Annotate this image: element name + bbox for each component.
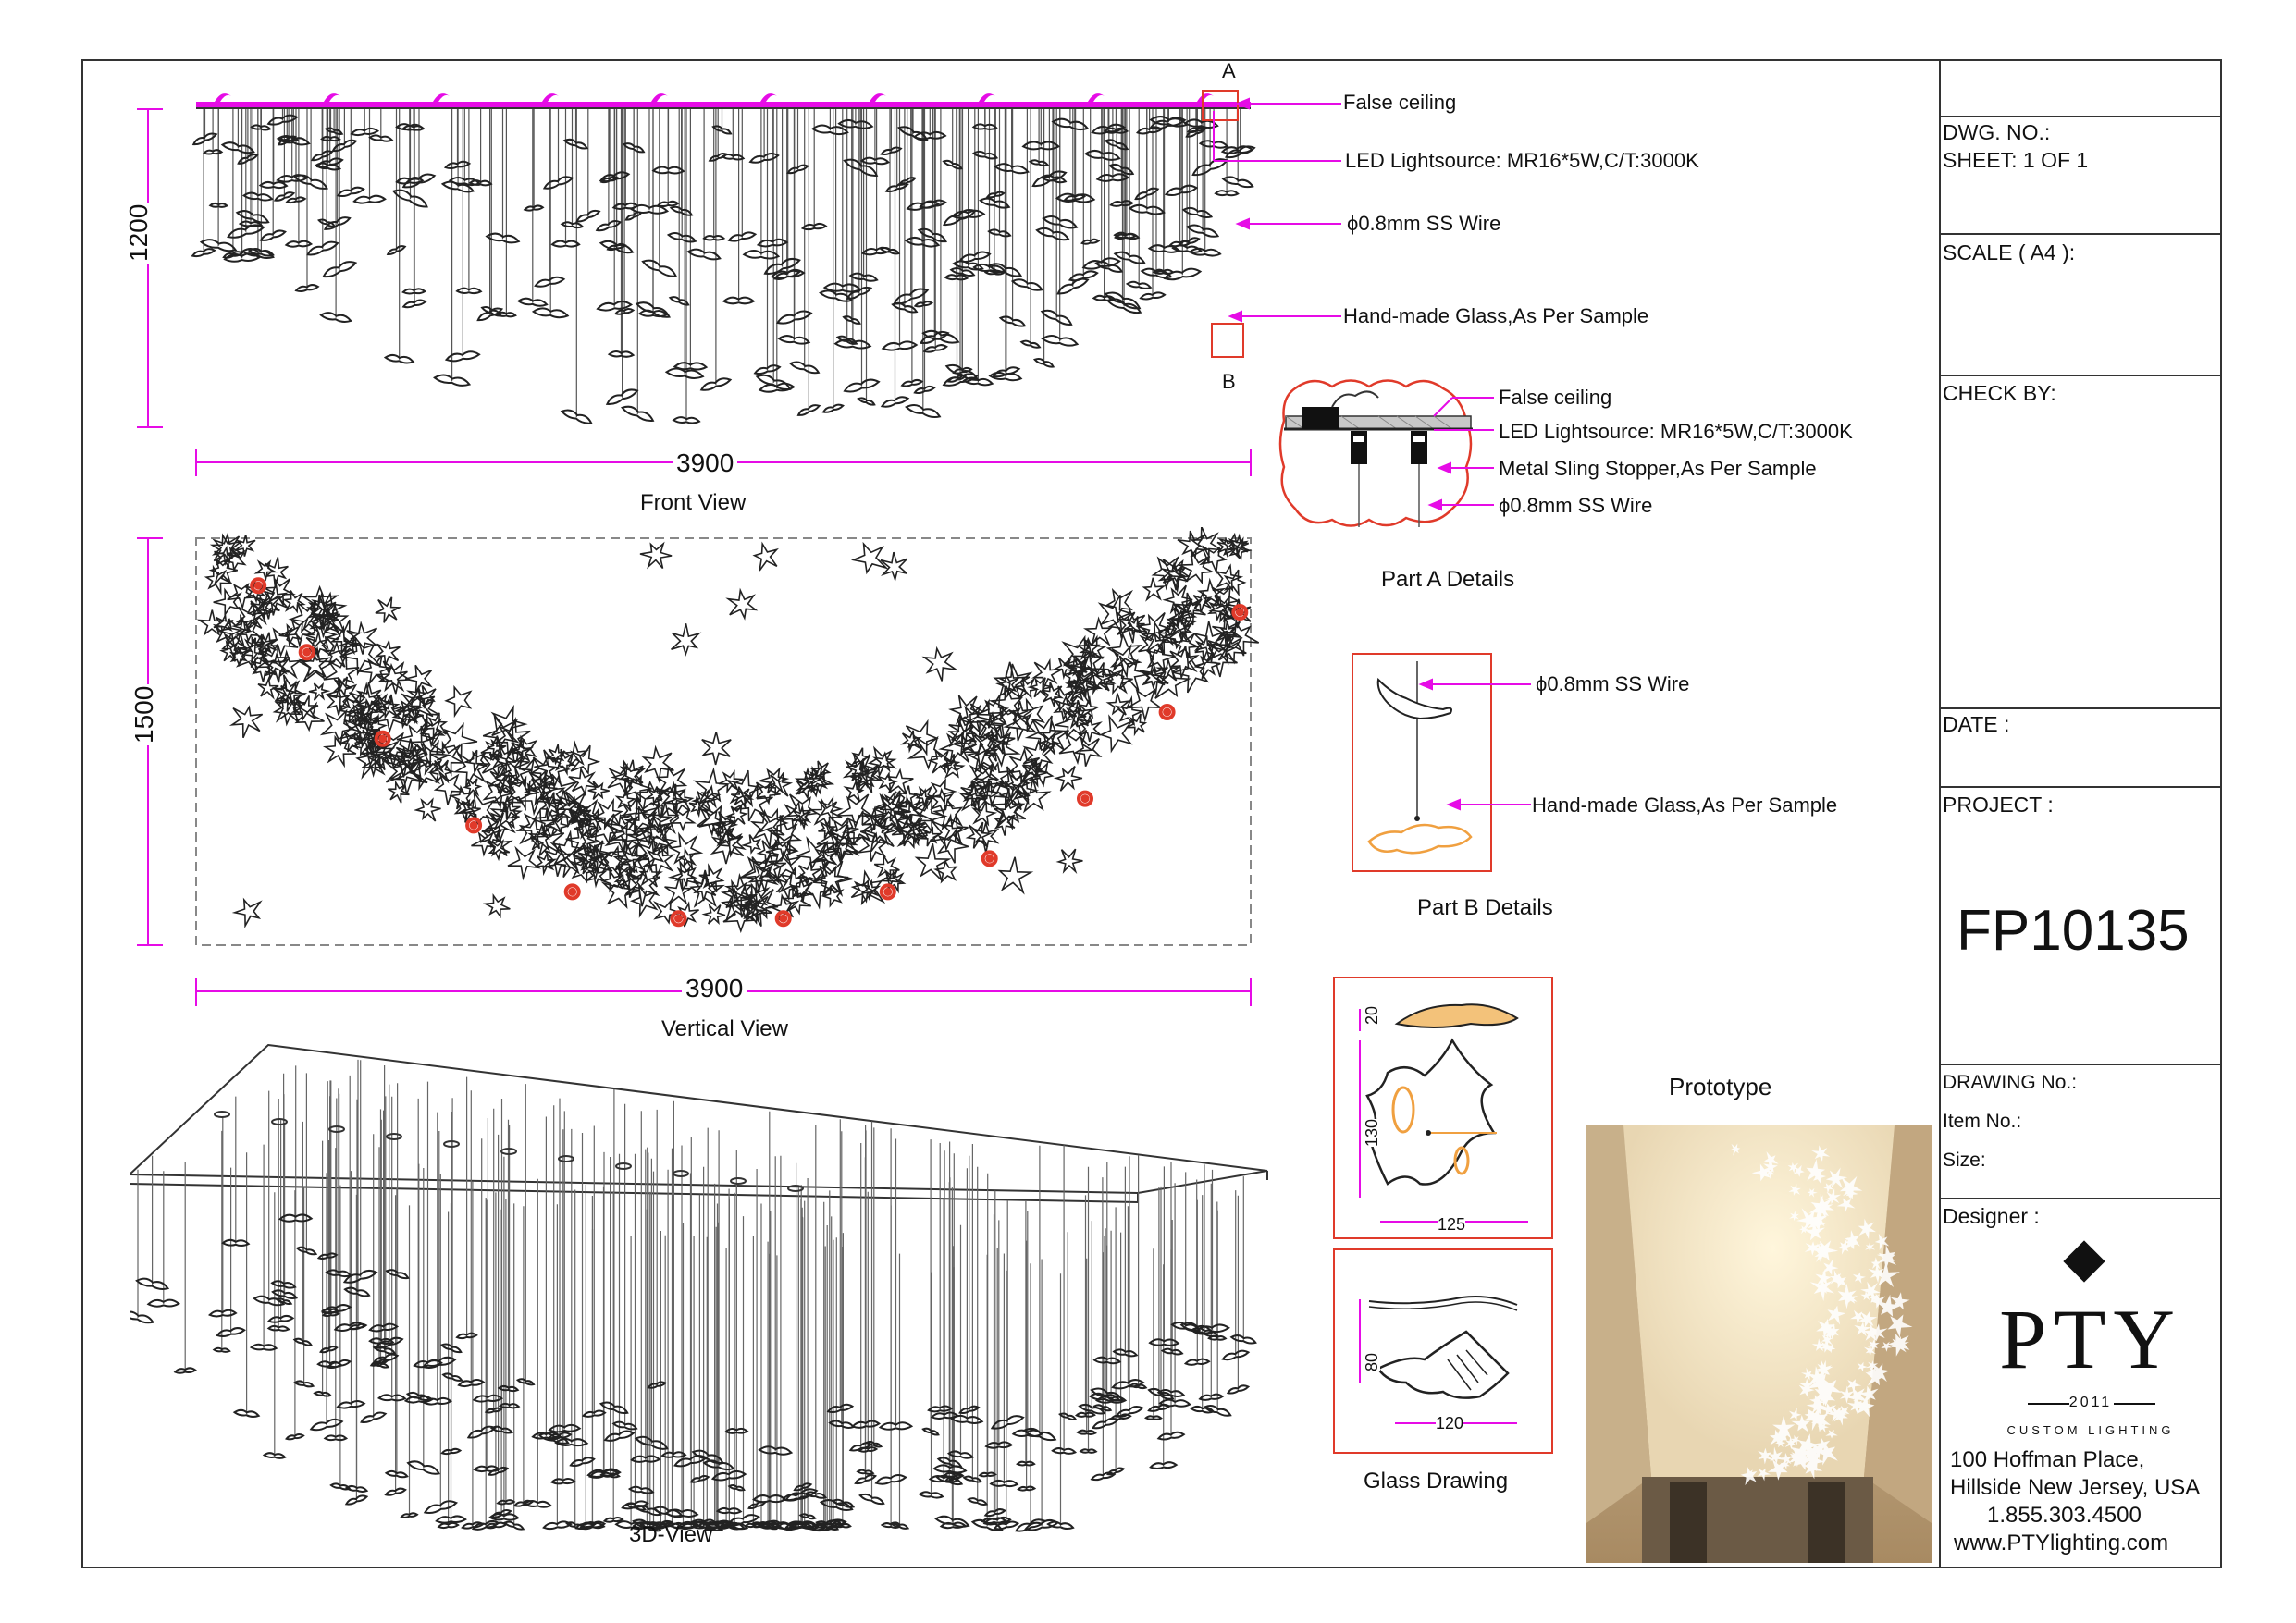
marker-b: B — [1222, 370, 1236, 393]
size-label: Size: — [1943, 1150, 1986, 1171]
logo-text: PTY — [1999, 1292, 2182, 1386]
designer-label: Designer : — [1943, 1204, 2040, 1228]
item-no-label: Item No.: — [1943, 1111, 2022, 1132]
address-line-2: Hillside New Jersey, USA — [1950, 1475, 2201, 1500]
pty-logo — [1980, 1239, 2202, 1443]
phone: 1.855.303.4500 — [1987, 1503, 2142, 1528]
part-a-callout-stopper: Metal Sling Stopper,As Per Sample — [1499, 457, 1817, 480]
date-label: DATE : — [1943, 712, 2010, 736]
front-view-height-dim: 1200 — [124, 203, 153, 262]
part-b-callout-glass: Hand-made Glass,As Per Sample — [1532, 793, 1838, 817]
glass-dim-thickness: 20 — [1363, 1005, 1381, 1025]
front-callout-wire: ϕ0.8mm SS Wire — [1347, 212, 1501, 235]
part-b-caption: Part B Details — [1417, 895, 1553, 920]
vertical-view-width-dim: 3900 — [682, 976, 747, 1002]
front-view-callout-lines — [1203, 83, 1351, 342]
address-line-1: 100 Hoffman Place, — [1950, 1447, 2145, 1472]
logo-year: 2011 — [2068, 1395, 2113, 1410]
front-view-width-dim: 3900 — [673, 450, 737, 476]
part-b-callout-lines — [1415, 670, 1536, 818]
logo-tagline: CUSTOM LIGHTING — [2006, 1423, 2175, 1437]
prototype-photo — [1586, 1125, 1932, 1563]
front-callout-false-ceiling: False ceiling — [1343, 91, 1457, 114]
part-a-callout-false-ceiling: False ceiling — [1499, 386, 1612, 409]
drawing-no-label: DRAWING No.: — [1943, 1072, 2078, 1093]
project-label: PROJECT : — [1943, 793, 2054, 817]
marker-a: A — [1222, 59, 1236, 82]
vertical-view-caption: Vertical View — [661, 1016, 788, 1041]
prototype-caption: Prototype — [1669, 1073, 1772, 1100]
part-a-callout-lines — [1415, 379, 1499, 518]
glass-dim-width-1: 125 — [1438, 1215, 1466, 1234]
glass-dim-height-1: 130 — [1363, 1118, 1381, 1147]
check-by-label: CHECK BY: — [1943, 381, 2056, 405]
part-b-callout-wire: ϕ0.8mm SS Wire — [1536, 672, 1690, 695]
dwg-no-label: DWG. NO.: — [1943, 120, 2051, 144]
website: www.PTYlighting.com — [1954, 1531, 2169, 1555]
glass-drawing-caption: Glass Drawing — [1364, 1469, 1509, 1494]
logo-rule-right — [2114, 1403, 2155, 1405]
glass-dim-width-2: 120 — [1436, 1414, 1464, 1432]
vertical-view-height-dim: 1500 — [130, 685, 158, 744]
front-callout-led: LED Lightsource: MR16*5W,C/T:3000K — [1345, 149, 1699, 172]
3d-view-drawing — [130, 1036, 1277, 1535]
project-code: FP10135 — [1957, 899, 2190, 963]
part-a-callout-led: LED Lightsource: MR16*5W,C/T:3000K — [1499, 420, 1853, 443]
glass-dim-height-2: 80 — [1363, 1352, 1381, 1371]
sheet-label: SHEET: 1 OF 1 — [1943, 148, 2089, 172]
3d-view-caption: 3D-View — [629, 1522, 713, 1547]
part-a-caption: Part A Details — [1381, 567, 1515, 592]
part-a-callout-wire: ϕ0.8mm SS Wire — [1499, 494, 1653, 517]
front-callout-glass: Hand-made Glass,As Per Sample — [1343, 304, 1649, 327]
title-block-divider — [1939, 59, 1941, 1568]
vertical-view-drawing — [120, 527, 1277, 1008]
scale-label: SCALE ( A4 ): — [1943, 240, 2076, 264]
front-view-caption: Front View — [640, 490, 747, 515]
logo-diamond-icon — [2063, 1240, 2105, 1282]
